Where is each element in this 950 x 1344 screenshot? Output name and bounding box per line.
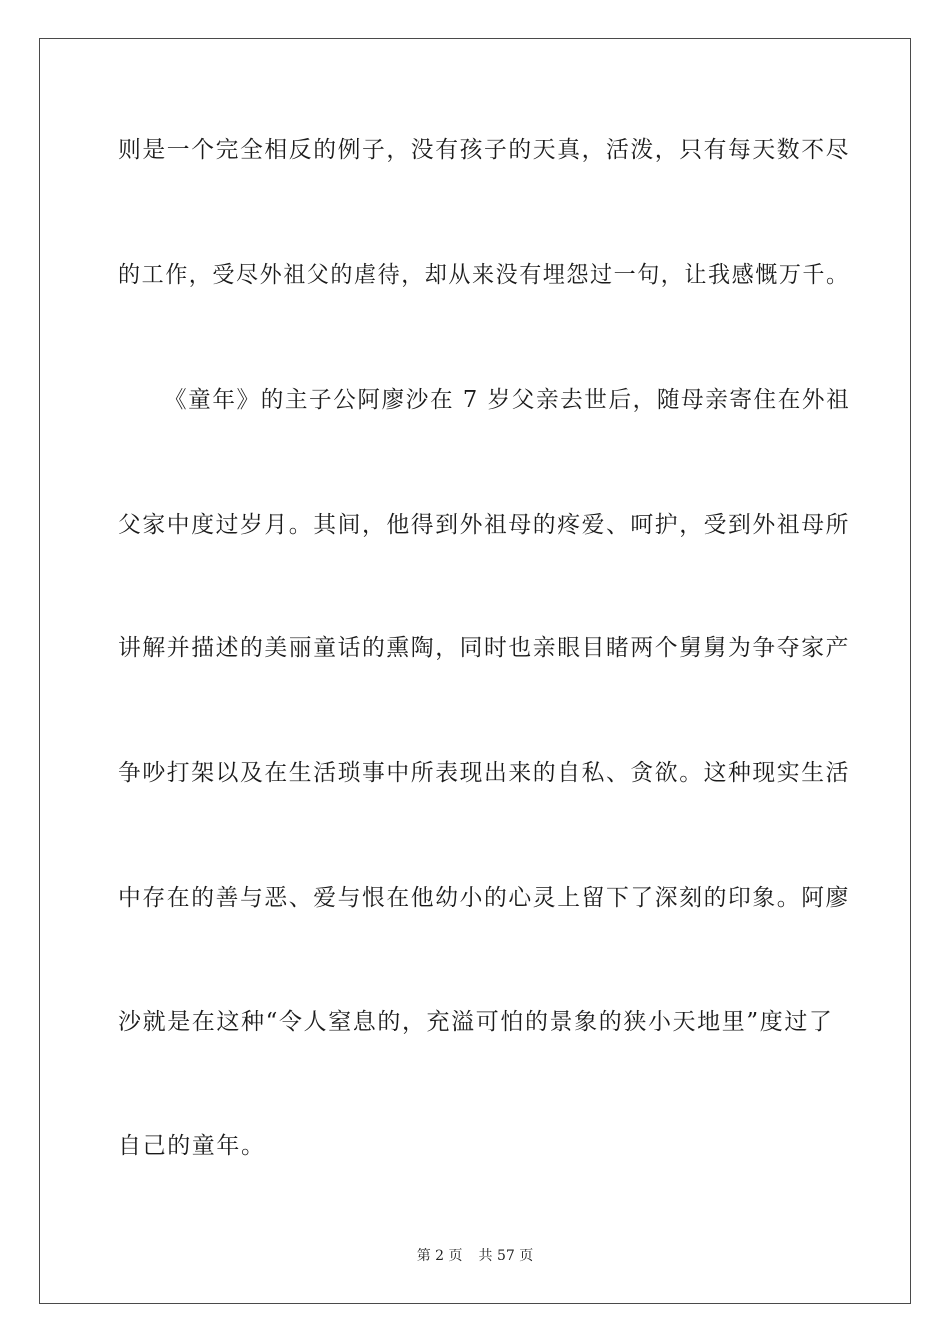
text-line: 则是一个完全相反的例子，没有孩子的天真，活泼，只有每天数不尽 bbox=[118, 137, 850, 163]
text-line: 沙就是在这种“令人窒息的，充溢可怕的景象的狭小天地里”度过了 bbox=[118, 1009, 834, 1035]
page-number: 第 2 页 bbox=[416, 1248, 463, 1264]
text-line: 讲解并描述的美丽童话的熏陶，同时也亲眼目睹两个舅舅为争夺家产 bbox=[118, 635, 850, 661]
text-line: 争吵打架以及在生活琐事中所表现出来的自私、贪欲。这种现实生活 bbox=[118, 760, 850, 786]
text-line: 中存在的善与恶、爱与恨在他幼小的心灵上留下了深刻的印象。阿廖 bbox=[118, 885, 850, 911]
page-frame bbox=[39, 38, 911, 1304]
text-line: 的工作，受尽外祖父的虐待，却从来没有埋怨过一句，让我感慨万千。 bbox=[118, 262, 850, 288]
text-line: 自己的童年。 bbox=[118, 1133, 266, 1159]
text-line: 父家中度过岁月。其间，他得到外祖母的疼爱、呵护，受到外祖母所 bbox=[118, 512, 850, 538]
paragraph-first-line: 《童年》的主子公阿廖沙在 7 岁父亲去世后，随母亲寄住在外祖 bbox=[164, 387, 851, 413]
page-total: 共 57 页 bbox=[478, 1248, 534, 1264]
page-footer bbox=[0, 1247, 950, 1265]
